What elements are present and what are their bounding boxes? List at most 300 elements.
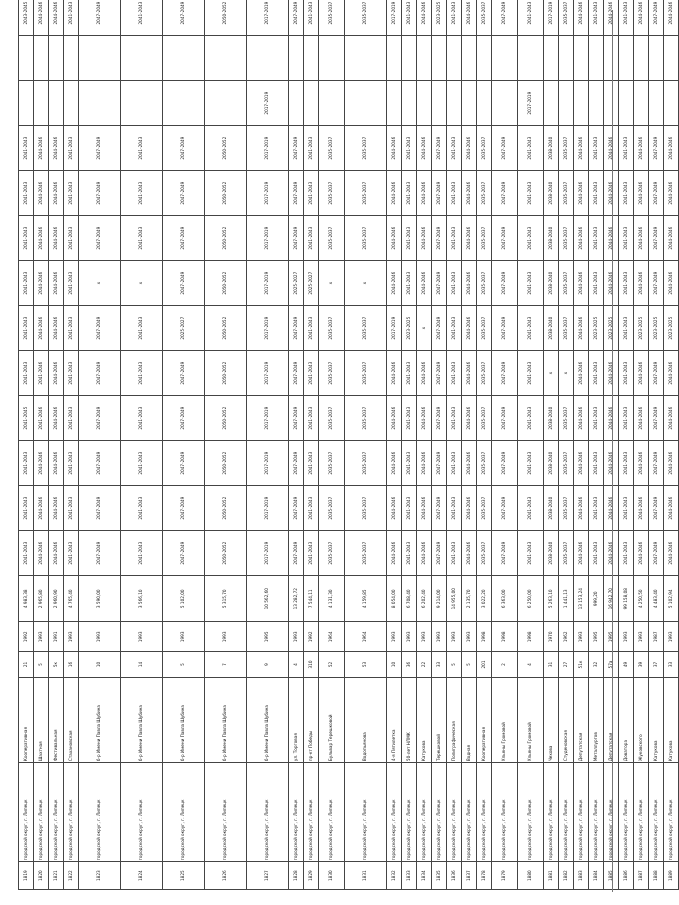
period-cell: 2047-2049 — [163, 396, 205, 441]
period-cell: 2035-2037 — [345, 126, 387, 171]
area-cell: 6 250,00 — [518, 576, 544, 622]
period-cell: 2041-2043 — [447, 351, 462, 396]
period-cell: 2047-2049 — [289, 126, 304, 171]
area-cell: 2 135,70 — [462, 576, 477, 622]
table-row — [121, 0, 163, 890]
period-cell: 2041-2043 — [447, 216, 462, 261]
period-cell: 2044-2046 — [664, 126, 679, 171]
period-cell: 2035-2037 — [559, 171, 574, 216]
area-cell: 1 441,13 — [559, 576, 574, 622]
period-cell: 2044-2046 — [462, 306, 477, 351]
period-cell: 2044-2046 — [604, 216, 619, 261]
period-cell: x — [79, 261, 121, 306]
period-cell: 2041-2043 — [304, 0, 319, 36]
period-cell — [447, 81, 462, 126]
table-row — [247, 0, 289, 890]
period-cell: 2035-2037 — [559, 126, 574, 171]
row-number-cell: 1878 — [477, 862, 492, 890]
area-cell: 9 214,00 — [432, 576, 447, 622]
address-cell: городской округ, г. Липецк — [49, 763, 64, 862]
period-cell: 2041-2043 — [121, 126, 163, 171]
period-cell: 2044-2046 — [604, 171, 619, 216]
period-cell: 2047-2049 — [432, 126, 447, 171]
period-cell: 2017-2019 — [544, 0, 559, 36]
row-number-cell: 1879 — [492, 862, 518, 890]
period-cell: 2044-2046 — [49, 126, 64, 171]
period-cell: 2041-2043 — [402, 441, 417, 486]
table-row — [604, 0, 619, 890]
table-row — [649, 0, 664, 890]
period-cell: 2038-2040 — [544, 396, 559, 441]
period-cell: 2044-2046 — [34, 126, 49, 171]
period-cell: 2044-2046 — [387, 396, 402, 441]
house-number-cell: 52 — [319, 652, 345, 677]
period-cell: 2047-2049 — [163, 441, 205, 486]
area-cell: 2 960,90 — [49, 576, 64, 622]
year-cell: 1993 — [387, 622, 402, 652]
row-number-cell: 1819 — [19, 862, 34, 890]
period-cell — [492, 36, 518, 81]
period-cell: 2035-2037 — [319, 351, 345, 396]
period-cell: 2047-2049 — [289, 306, 304, 351]
period-cell — [345, 36, 387, 81]
period-cell: 2041-2043 — [64, 171, 79, 216]
area-cell: 13 153,24 — [574, 576, 589, 622]
row-number-cell: 1886 — [619, 862, 634, 890]
table-row — [19, 0, 34, 890]
street-cell: Полиграфическая — [447, 677, 462, 762]
period-cell: 2035-2037 — [345, 306, 387, 351]
period-cell: 2044-2046 — [387, 486, 402, 531]
area-cell: 7 544,11 — [304, 576, 319, 622]
period-cell: 2044-2046 — [634, 441, 649, 486]
period-cell: 2041-2043 — [19, 261, 34, 306]
period-cell: 2047-2049 — [649, 531, 664, 576]
period-cell — [34, 81, 49, 126]
period-cell: 2017-2019 — [387, 306, 402, 351]
period-cell: 2041-2043 — [304, 216, 319, 261]
period-cell: 2044-2046 — [49, 171, 64, 216]
row-number-cell: 1828 — [289, 862, 304, 890]
period-cell: 2041-2043 — [589, 486, 604, 531]
period-cell: 2041-2043 — [589, 261, 604, 306]
period-cell — [205, 81, 247, 126]
period-cell: 2047-2049 — [79, 351, 121, 396]
period-cell: 2044-2046 — [664, 486, 679, 531]
period-cell: 2050-2052 — [205, 261, 247, 306]
period-cell: 2035-2037 — [477, 126, 492, 171]
period-cell: 2044-2046 — [574, 0, 589, 36]
period-cell: 2041-2043 — [447, 126, 462, 171]
year-cell: 1995 — [589, 622, 604, 652]
period-cell: 2044-2046 — [417, 171, 432, 216]
address-cell: городской округ, г. Липецк — [319, 763, 345, 862]
period-cell: 2044-2046 — [417, 0, 432, 36]
period-cell: 2044-2046 — [387, 126, 402, 171]
repair-schedule-table — [18, 0, 679, 890]
period-cell — [649, 36, 664, 81]
period-cell: 2017-2019 — [247, 441, 289, 486]
area-cell: 5 102,00 — [163, 576, 205, 622]
period-cell: 2044-2046 — [634, 396, 649, 441]
table-row — [559, 0, 574, 890]
year-cell: 1964 — [345, 622, 387, 652]
address-cell: городской округ, г. Липецк — [304, 763, 319, 862]
period-cell: 2047-2049 — [649, 441, 664, 486]
period-cell: 2044-2046 — [604, 486, 619, 531]
period-cell — [544, 36, 559, 81]
period-cell: 2041-2043 — [19, 531, 34, 576]
period-cell: 2041-2043 — [402, 261, 417, 306]
period-cell: 2044-2046 — [387, 261, 402, 306]
period-cell — [79, 81, 121, 126]
period-cell: 2035-2037 — [477, 306, 492, 351]
period-cell — [574, 36, 589, 81]
period-cell — [163, 81, 205, 126]
house-number-cell: 32 — [589, 652, 604, 677]
period-cell: 2035-2037 — [319, 0, 345, 36]
period-cell: 2044-2046 — [417, 396, 432, 441]
period-cell: 2035-2037 — [477, 171, 492, 216]
period-cell: 2047-2049 — [492, 396, 518, 441]
row-number-cell: 1834 — [417, 862, 432, 890]
period-cell: 2044-2046 — [462, 126, 477, 171]
period-cell: 2041-2043 — [447, 531, 462, 576]
table-row — [492, 0, 518, 890]
period-cell: 2050-2052 — [205, 486, 247, 531]
period-cell: 2044-2046 — [34, 531, 49, 576]
period-cell: 2017-2019 — [247, 81, 289, 126]
period-cell: 2017-2019 — [247, 531, 289, 576]
period-cell: 2044-2046 — [604, 261, 619, 306]
period-cell: 2047-2049 — [492, 171, 518, 216]
period-cell: 2044-2046 — [462, 396, 477, 441]
period-cell: 2041-2043 — [402, 531, 417, 576]
period-cell: 2041-2043 — [121, 441, 163, 486]
street-cell: Стахановская — [64, 677, 79, 762]
address-cell: городской округ, г. Липецк — [492, 763, 518, 862]
period-cell: 2047-2049 — [289, 351, 304, 396]
period-cell: 2025-2027 — [289, 261, 304, 306]
period-cell: 2044-2046 — [664, 0, 679, 36]
period-cell: 2044-2046 — [574, 261, 589, 306]
period-cell — [544, 81, 559, 126]
period-cell: 2041-2043 — [447, 306, 462, 351]
address-cell: городской округ, г. Липецк — [462, 763, 477, 862]
year-cell: 1993 — [462, 622, 477, 652]
table-row — [34, 0, 49, 890]
period-cell: 2044-2046 — [417, 441, 432, 486]
period-cell: 2041-2043 — [589, 171, 604, 216]
period-cell: 2041-2043 — [402, 126, 417, 171]
period-cell: 2044-2046 — [462, 531, 477, 576]
table-row — [664, 0, 679, 890]
period-cell: 2047-2049 — [289, 441, 304, 486]
period-cell: 2044-2046 — [462, 441, 477, 486]
period-cell: 2047-2049 — [492, 351, 518, 396]
period-cell: 2035-2037 — [559, 396, 574, 441]
period-cell: 2047-2049 — [432, 306, 447, 351]
period-cell: 2047-2049 — [289, 0, 304, 36]
period-cell: 2041-2043 — [518, 441, 544, 486]
period-cell: 2017-2019 — [518, 81, 544, 126]
period-cell: 2038-2040 — [544, 126, 559, 171]
period-cell: 2047-2049 — [492, 306, 518, 351]
period-cell: 2044-2046 — [604, 531, 619, 576]
address-cell: городской округ, г. Липецк — [664, 763, 679, 862]
period-cell — [492, 81, 518, 126]
period-cell: 2047-2049 — [649, 396, 664, 441]
period-cell — [619, 36, 634, 81]
period-cell: 2041-2043 — [619, 261, 634, 306]
year-cell: 1992 — [19, 622, 34, 652]
table-row — [619, 0, 634, 890]
period-cell: 2023-2025 — [664, 306, 679, 351]
period-cell — [64, 36, 79, 81]
street-cell: Кооперативная — [477, 677, 492, 762]
period-cell: 2047-2049 — [649, 171, 664, 216]
area-cell: 2 965,80 — [34, 576, 49, 622]
period-cell: 2041-2043 — [19, 171, 34, 216]
period-cell: 2050-2052 — [205, 306, 247, 351]
period-cell: 2047-2049 — [79, 396, 121, 441]
row-number-cell: 1837 — [462, 862, 477, 890]
street-cell: Шахтная — [34, 677, 49, 762]
table-row — [79, 0, 121, 890]
table-row — [518, 0, 544, 890]
period-cell: 2041-2043 — [518, 216, 544, 261]
area-cell: 6 708,40 — [402, 576, 417, 622]
period-cell: 2044-2046 — [634, 486, 649, 531]
period-cell: 2047-2049 — [432, 171, 447, 216]
period-cell: 2047-2049 — [163, 351, 205, 396]
period-cell: 2041-2043 — [121, 306, 163, 351]
area-cell: 6 363,00 — [492, 576, 518, 622]
period-cell: 2044-2046 — [34, 441, 49, 486]
period-cell: 2041-2043 — [518, 531, 544, 576]
area-cell: 6 202,40 — [417, 576, 432, 622]
period-cell: 2044-2046 — [664, 441, 679, 486]
period-cell: 2041-2043 — [619, 396, 634, 441]
period-cell: 2044-2046 — [574, 306, 589, 351]
period-cell: 2044-2046 — [664, 396, 679, 441]
table-body — [19, 0, 679, 890]
address-cell: городской округ, г. Липецк — [163, 763, 205, 862]
period-cell: 2044-2046 — [604, 0, 619, 36]
period-cell: 2044-2046 — [664, 216, 679, 261]
address-cell: городской округ, г. Липецк — [544, 763, 559, 862]
house-number-cell: 10 — [79, 652, 121, 677]
house-number-cell: 33 — [432, 652, 447, 677]
period-cell: 2044-2046 — [574, 531, 589, 576]
area-cell: 13 282,72 — [289, 576, 304, 622]
period-cell: 2044-2046 — [387, 441, 402, 486]
period-cell: 2035-2037 — [559, 531, 574, 576]
period-cell: 2044-2046 — [417, 216, 432, 261]
year-cell: 1993 — [402, 622, 417, 652]
period-cell — [387, 81, 402, 126]
year-cell: 1998 — [518, 622, 544, 652]
period-cell: 2050-2052 — [205, 216, 247, 261]
year-cell: 1992 — [304, 622, 319, 652]
street-cell: Ульяны Громовой — [518, 677, 544, 762]
period-cell: 2047-2049 — [289, 531, 304, 576]
period-cell: 2041-2043 — [402, 396, 417, 441]
period-cell: 2047-2049 — [163, 486, 205, 531]
period-cell: 2041-2043 — [19, 306, 34, 351]
period-cell: 2044-2046 — [49, 531, 64, 576]
period-cell: 2044-2046 — [664, 351, 679, 396]
scan-edge-line — [612, 10, 613, 892]
period-cell: 2023-2025 — [589, 306, 604, 351]
period-cell: 2044-2046 — [34, 0, 49, 36]
row-number-cell: 1833 — [402, 862, 417, 890]
period-cell: 2041-2043 — [121, 216, 163, 261]
period-cell: 2047-2049 — [289, 216, 304, 261]
period-cell — [417, 81, 432, 126]
area-cell: 4 483,40 — [649, 576, 664, 622]
period-cell: 2041-2043 — [589, 441, 604, 486]
period-cell — [49, 36, 64, 81]
area-cell: 5 263,10 — [544, 576, 559, 622]
address-cell: городской округ, г. Липецк — [79, 763, 121, 862]
period-cell: 2047-2049 — [79, 171, 121, 216]
period-cell: 2044-2046 — [634, 171, 649, 216]
period-cell: 2035-2037 — [345, 216, 387, 261]
street-cell: пр-кт Победы — [304, 677, 319, 762]
period-cell: 2017-2019 — [247, 261, 289, 306]
period-cell: 2041-2043 — [64, 441, 79, 486]
period-cell: 2047-2049 — [163, 171, 205, 216]
period-cell: 2041-2043 — [64, 351, 79, 396]
period-cell: 2044-2046 — [34, 171, 49, 216]
period-cell — [559, 81, 574, 126]
period-cell: 2035-2037 — [559, 261, 574, 306]
period-cell: 2047-2049 — [432, 261, 447, 306]
row-number-cell: 1822 — [64, 862, 79, 890]
row-number-cell: 1884 — [589, 862, 604, 890]
address-cell: городской округ, г. Липецк — [387, 763, 402, 862]
period-cell: 2041-2043 — [121, 396, 163, 441]
period-cell: 2047-2049 — [163, 531, 205, 576]
period-cell: 2035-2037 — [319, 126, 345, 171]
period-cell: 2041-2043 — [619, 486, 634, 531]
period-cell: 2035-2037 — [345, 396, 387, 441]
address-cell: городской округ, г. Липецк — [477, 763, 492, 862]
period-cell — [402, 36, 417, 81]
house-number-cell: 5 — [462, 652, 477, 677]
period-cell: 2041-2043 — [518, 0, 544, 36]
year-cell: 1995 — [604, 622, 619, 652]
year-cell: 1962 — [559, 622, 574, 652]
year-cell: 1995 — [247, 622, 289, 652]
area-cell: 4 983,38 — [19, 576, 34, 622]
period-cell: 2035-2037 — [345, 351, 387, 396]
period-cell: 2044-2046 — [417, 351, 432, 396]
period-cell: 2041-2043 — [304, 441, 319, 486]
period-cell: 2044-2046 — [664, 171, 679, 216]
row-number-cell: 1887 — [634, 862, 649, 890]
year-cell: 1987 — [649, 622, 664, 652]
street-cell: б-р Имени Павла Шубина — [79, 677, 121, 762]
period-cell: 2038-2040 — [544, 486, 559, 531]
period-cell: 2047-2049 — [492, 0, 518, 36]
period-cell: 2047-2049 — [649, 216, 664, 261]
period-cell: 2041-2043 — [121, 171, 163, 216]
period-cell: 2047-2049 — [79, 216, 121, 261]
period-cell: 2041-2043 — [402, 351, 417, 396]
period-cell: 2041-2043 — [589, 531, 604, 576]
row-number-cell: 1835 — [432, 862, 447, 890]
period-cell: 2044-2046 — [49, 396, 64, 441]
period-cell: 2044-2046 — [34, 261, 49, 306]
period-cell: 2041-2043 — [304, 351, 319, 396]
period-cell: 2047-2049 — [163, 261, 205, 306]
period-cell: 2041-2043 — [518, 396, 544, 441]
house-number-cell: 27 — [559, 652, 574, 677]
period-cell: 2047-2049 — [492, 531, 518, 576]
period-cell: 2044-2046 — [604, 396, 619, 441]
area-cell: 999,20 — [589, 576, 604, 622]
period-cell: 2023-2025 — [634, 306, 649, 351]
period-cell: 2041-2043 — [518, 486, 544, 531]
period-cell: 2035-2037 — [319, 531, 345, 576]
period-cell: 2041-2043 — [589, 216, 604, 261]
period-cell: 2041-2043 — [619, 306, 634, 351]
period-cell: 2044-2046 — [574, 216, 589, 261]
period-cell: 2041-2045 — [19, 396, 34, 441]
address-cell: городской округ, г. Липецк — [649, 763, 664, 862]
table-row — [205, 0, 247, 890]
period-cell: 2041-2043 — [19, 126, 34, 171]
period-cell: 2035-2037 — [559, 0, 574, 36]
address-cell: городской округ, г. Липецк — [19, 763, 34, 862]
period-cell: 2044-2046 — [462, 171, 477, 216]
period-cell: 2041-2043 — [518, 306, 544, 351]
period-cell: 2047-2049 — [649, 0, 664, 36]
address-cell: городской округ, г. Липецк — [589, 763, 604, 862]
period-cell: 2041-2046 — [34, 396, 49, 441]
period-cell — [289, 36, 304, 81]
period-cell: 2044-2046 — [604, 441, 619, 486]
period-cell — [462, 81, 477, 126]
period-cell: 2044-2046 — [634, 126, 649, 171]
area-cell: 3 590,00 — [79, 576, 121, 622]
street-cell: Катукова — [417, 677, 432, 762]
period-cell — [649, 81, 664, 126]
period-cell: 2041-2043 — [304, 126, 319, 171]
house-number-cell: 4 — [289, 652, 304, 677]
period-cell — [589, 36, 604, 81]
period-cell: 2025-2027 — [304, 261, 319, 306]
area-cell: 3 022,20 — [477, 576, 492, 622]
row-number-cell: 1823 — [79, 862, 121, 890]
address-cell: городской округ, г. Липецк — [402, 763, 417, 862]
table-row — [163, 0, 205, 890]
house-number-cell: 31 — [544, 652, 559, 677]
period-cell: 2047-2049 — [163, 126, 205, 171]
period-cell: 2047-2049 — [79, 126, 121, 171]
period-cell: 2041-2043 — [304, 171, 319, 216]
row-number-cell: 1883 — [574, 862, 589, 890]
period-cell: 2047-2049 — [649, 261, 664, 306]
period-cell: 2044-2046 — [34, 486, 49, 531]
period-cell: 2035-2037 — [319, 306, 345, 351]
period-cell: 2044-2046 — [34, 306, 49, 351]
street-cell: Ульяны Громовой — [492, 677, 518, 762]
street-cell: Депутатская — [574, 677, 589, 762]
period-cell: 2041-2043 — [64, 126, 79, 171]
